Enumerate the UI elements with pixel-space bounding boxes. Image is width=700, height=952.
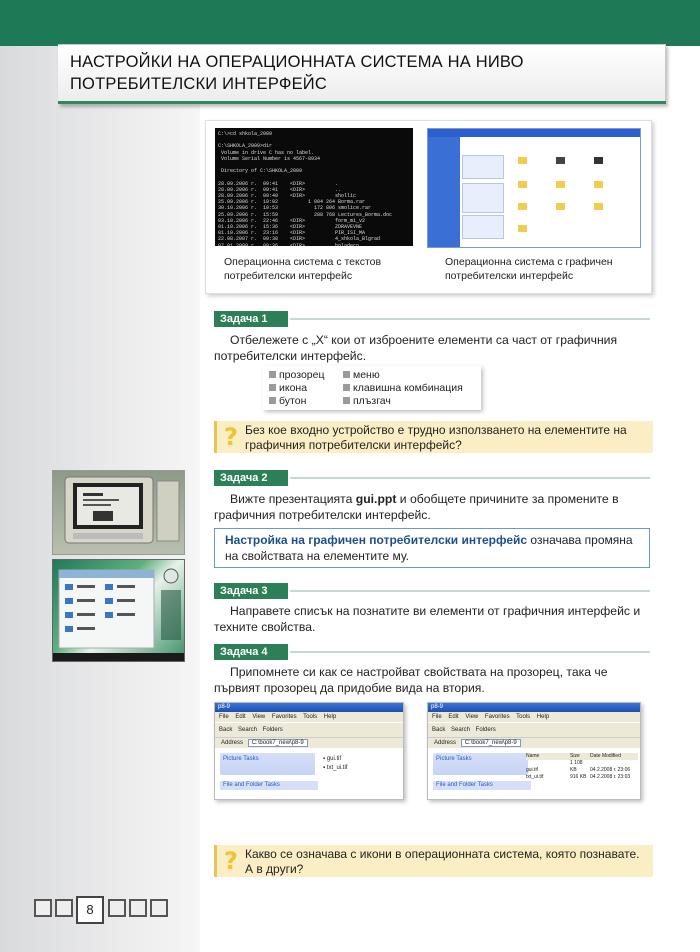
- folder-icon: [518, 181, 527, 188]
- task-2-rule: [290, 477, 650, 479]
- definition-term: Настройка на графичен потребителски интерфейс: [225, 533, 528, 547]
- task-4-label: Задача 4: [214, 644, 288, 660]
- file-item[interactable]: ▪ gui.tif: [323, 756, 342, 762]
- cmd-line: 01.10.2006 г. 23:16 <DIR> PIR_ISI_MA: [218, 230, 366, 237]
- question-mark-icon: [221, 847, 243, 873]
- old-computer-photo: [52, 470, 185, 555]
- picture-tasks-pane[interactable]: [433, 753, 528, 775]
- question-1-text: Без кое входно устройство е трудно използването на елементите на графичния потребителски интерфейс?: [245, 423, 627, 452]
- gui-caption: [445, 255, 613, 283]
- checkbox-icon[interactable]: [343, 384, 350, 391]
- text-ui-screenshot: [215, 128, 413, 246]
- picture-tasks-pane[interactable]: [220, 753, 315, 775]
- checkbox-icon[interactable]: [343, 371, 350, 378]
- address-input[interactable]: C:\book7_new\p8-9: [461, 739, 521, 747]
- cmd-line: 30.10.2006 г. 10:53 172 806 smolice.rar: [218, 205, 372, 212]
- text-ui-caption: [224, 255, 381, 283]
- file-list-icons: [323, 755, 347, 773]
- definition-text: означава промяна на свойствата на елементите му.: [225, 533, 633, 563]
- question-box-1: [214, 421, 653, 453]
- explorer-toolbar[interactable]: Back Search Folders: [215, 722, 403, 737]
- question-box-2: [214, 845, 653, 877]
- page-deco-box: [150, 899, 168, 917]
- file-item[interactable]: ▪ txt_ui.tif: [323, 765, 348, 771]
- cmd-line: 28.09.2006 г. 09:41 <DIR> ..: [218, 186, 342, 193]
- option-menu[interactable]: [343, 369, 380, 382]
- cmd-line: 28.09.2006 г. 09:40 <DIR> shollic: [218, 193, 357, 200]
- task-4-rule: [290, 651, 650, 653]
- caption-line: потребителски интерфейс: [445, 270, 574, 282]
- presentation-filename: gui.ppt: [355, 492, 397, 506]
- cmd-line: 03.10.2006 г. 22:46 <DIR> form_mi_v2: [218, 217, 366, 224]
- definition-box: [214, 528, 650, 568]
- file-size: 916 KB: [570, 774, 587, 780]
- gui-task-panel: [462, 215, 504, 239]
- cmd-line: 28.09.2006 г. 09:41 <DIR> .: [218, 180, 339, 187]
- option-label: меню: [353, 369, 380, 381]
- caption-line: Операционна система с графичен: [445, 256, 613, 268]
- checkbox-icon[interactable]: [269, 371, 276, 378]
- file-details-table: [526, 753, 638, 781]
- file-date: 04.2.2008 г. 23:03: [590, 774, 631, 780]
- cmd-line: 25.09.2006 г. 19:02 1 004 264 Borma.rar: [218, 199, 366, 206]
- explorer-window-after: [427, 702, 641, 800]
- cmd-line: C:\>cd shkola_2009: [218, 131, 273, 137]
- explorer-title-bar: p8-9: [215, 703, 403, 712]
- page-number: 8: [76, 896, 104, 924]
- cmd-line: Directory of C:\SHKOLA_2009: [218, 168, 303, 175]
- question-mark-icon: [221, 423, 243, 449]
- folder-icon: [556, 181, 565, 188]
- gui-desktop-strip: [428, 137, 460, 247]
- explorer-address-bar: [215, 737, 403, 748]
- cmd-line: 22.08.2007 г. 09:38 <DIR> 4_shkola_Blgrad: [218, 236, 381, 243]
- explorer-title-bar: p8-9: [428, 703, 640, 712]
- picture-tasks-label: Picture Tasks: [436, 756, 472, 762]
- folder-icon: [594, 181, 603, 188]
- option-label: плъзгач: [353, 395, 391, 407]
- page-deco-box: [129, 899, 147, 917]
- file-folder-tasks-pane[interactable]: File and Folder Tasks: [433, 781, 531, 790]
- checkbox-icon[interactable]: [269, 384, 276, 391]
- folder-icon: [518, 203, 527, 210]
- task-4-text: Припомнете си как се настройват свойствата на прозорец, така че първият прозорец да придобие вида на втория.: [214, 665, 608, 695]
- option-button[interactable]: [269, 395, 306, 408]
- checkbox-icon[interactable]: [343, 397, 350, 404]
- file-folder-tasks-pane[interactable]: File and Folder Tasks: [220, 781, 318, 790]
- title-underline: [58, 101, 666, 104]
- file-name: gui.tif: [326, 756, 342, 762]
- option-slider[interactable]: [343, 395, 391, 408]
- col-size[interactable]: Size: [570, 753, 580, 759]
- svg-text:?: ?: [224, 847, 238, 873]
- explorer-menu-bar[interactable]: File Edit View Favorites Tools Help: [215, 712, 403, 722]
- explorer-address-bar: [428, 737, 640, 748]
- modern-desktop-image: [53, 560, 184, 661]
- cmd-line: 25.09.2006 г. 15:59 288 768 Lectures_Borma.doc: [218, 211, 393, 218]
- modern-desktop-photo: [52, 559, 185, 662]
- top-green-band: [0, 0, 700, 46]
- file-name: txt_ui.tif: [326, 765, 348, 771]
- col-date[interactable]: Date Modified: [590, 753, 621, 759]
- file-name: gui.tif: [526, 767, 538, 773]
- old-computer-image: [53, 471, 184, 554]
- cmd-line: Volume in drive C has no label.: [218, 149, 315, 156]
- page-deco-box: [55, 899, 73, 917]
- task-1-rule: [290, 318, 650, 320]
- folder-icon: [518, 225, 527, 232]
- task-1-options: [263, 366, 481, 410]
- task-1-label: Задача 1: [214, 311, 288, 327]
- file-name: txt_ui.tif: [526, 774, 544, 780]
- chapter-title-line-2: ПОТРЕБИТЕЛСКИ ИНТЕРФЕЙС: [70, 75, 327, 93]
- gui-task-panel: [462, 155, 504, 179]
- gui-task-panel: [462, 183, 504, 213]
- explorer-window-before: [214, 702, 404, 800]
- task-3-text: Направете списък на познатите ви елементи от графичния интерфейс и техните свойства.: [214, 604, 641, 634]
- option-label: прозорец: [279, 369, 325, 381]
- task-2-text-a: Вижте презентацията: [230, 492, 356, 506]
- folder-icon: [518, 157, 527, 164]
- task-1-text: Отбележете с „Х“ кои от изброените елементи са част от графичния потребителски интерфейс.: [214, 333, 618, 363]
- table-header: [526, 753, 638, 760]
- address-label: Address: [434, 740, 457, 746]
- picture-tasks-label: Picture Tasks: [223, 756, 259, 762]
- task-2-text: [214, 491, 650, 523]
- graphical-ui-screenshot: [427, 128, 641, 248]
- task-3-rule: [290, 590, 650, 592]
- option-label: бутон: [279, 395, 307, 407]
- col-name[interactable]: Name: [526, 753, 540, 759]
- address-label: Address: [221, 740, 244, 746]
- cmd-line: C:\SHKOLA_2009>dir: [218, 143, 273, 150]
- caption-line: потребителски интерфейс: [224, 270, 353, 282]
- cmd-line: 01.10.2006 г. 15:36 <DIR> ZDRAVEVNE: [218, 224, 363, 231]
- table-row[interactable]: [526, 760, 638, 774]
- option-icon[interactable]: [269, 382, 307, 395]
- file-icon: [594, 157, 603, 164]
- checkbox-icon[interactable]: [269, 397, 276, 404]
- folder-icon: [556, 203, 565, 210]
- option-label: клавишна комбинация: [353, 382, 463, 394]
- file-date: 04.2.2008 г. 23:06: [590, 767, 631, 773]
- file-size: 1 108 KB: [570, 760, 583, 773]
- task-2-text-b: и обобщете причините за промените в графичния потребителски интерфейс.: [214, 492, 619, 522]
- explorer-toolbar[interactable]: Back Search Folders: [428, 722, 640, 737]
- caption-line: Операционна система с текстов: [224, 256, 382, 268]
- gui-title-bar: [428, 129, 640, 137]
- file-icon: [556, 157, 565, 164]
- explorer-menu-bar[interactable]: File Edit View Favorites Tools Help: [428, 712, 640, 722]
- address-input[interactable]: C:\book7_new\p8-9: [248, 739, 308, 747]
- question-2-text: Какво се означава с икони в операционната система, която познавате. А в други?: [245, 847, 640, 876]
- svg-text:?: ?: [224, 423, 238, 449]
- task-3-label: Задача 3: [214, 583, 288, 599]
- task-2-label: Задача 2: [214, 470, 288, 486]
- table-row[interactable]: [526, 774, 638, 781]
- chapter-title-banner: [58, 44, 666, 104]
- option-label: икона: [279, 382, 308, 394]
- cmd-line: 07.01.2009 г. 09:36 <DIR> boladeco: [218, 242, 360, 246]
- cmd-line: Volume Serial Number is 4567-8934: [218, 155, 321, 162]
- option-window[interactable]: [269, 369, 324, 382]
- option-shortcut[interactable]: [343, 382, 463, 395]
- chapter-title-line-1: НАСТРОЙКИ НА ОПЕРАЦИОННАТА СИСТЕМА НА НИВО: [70, 53, 524, 71]
- folder-icon: [594, 203, 603, 210]
- page-deco-box: [34, 899, 52, 917]
- page-deco-box: [108, 899, 126, 917]
